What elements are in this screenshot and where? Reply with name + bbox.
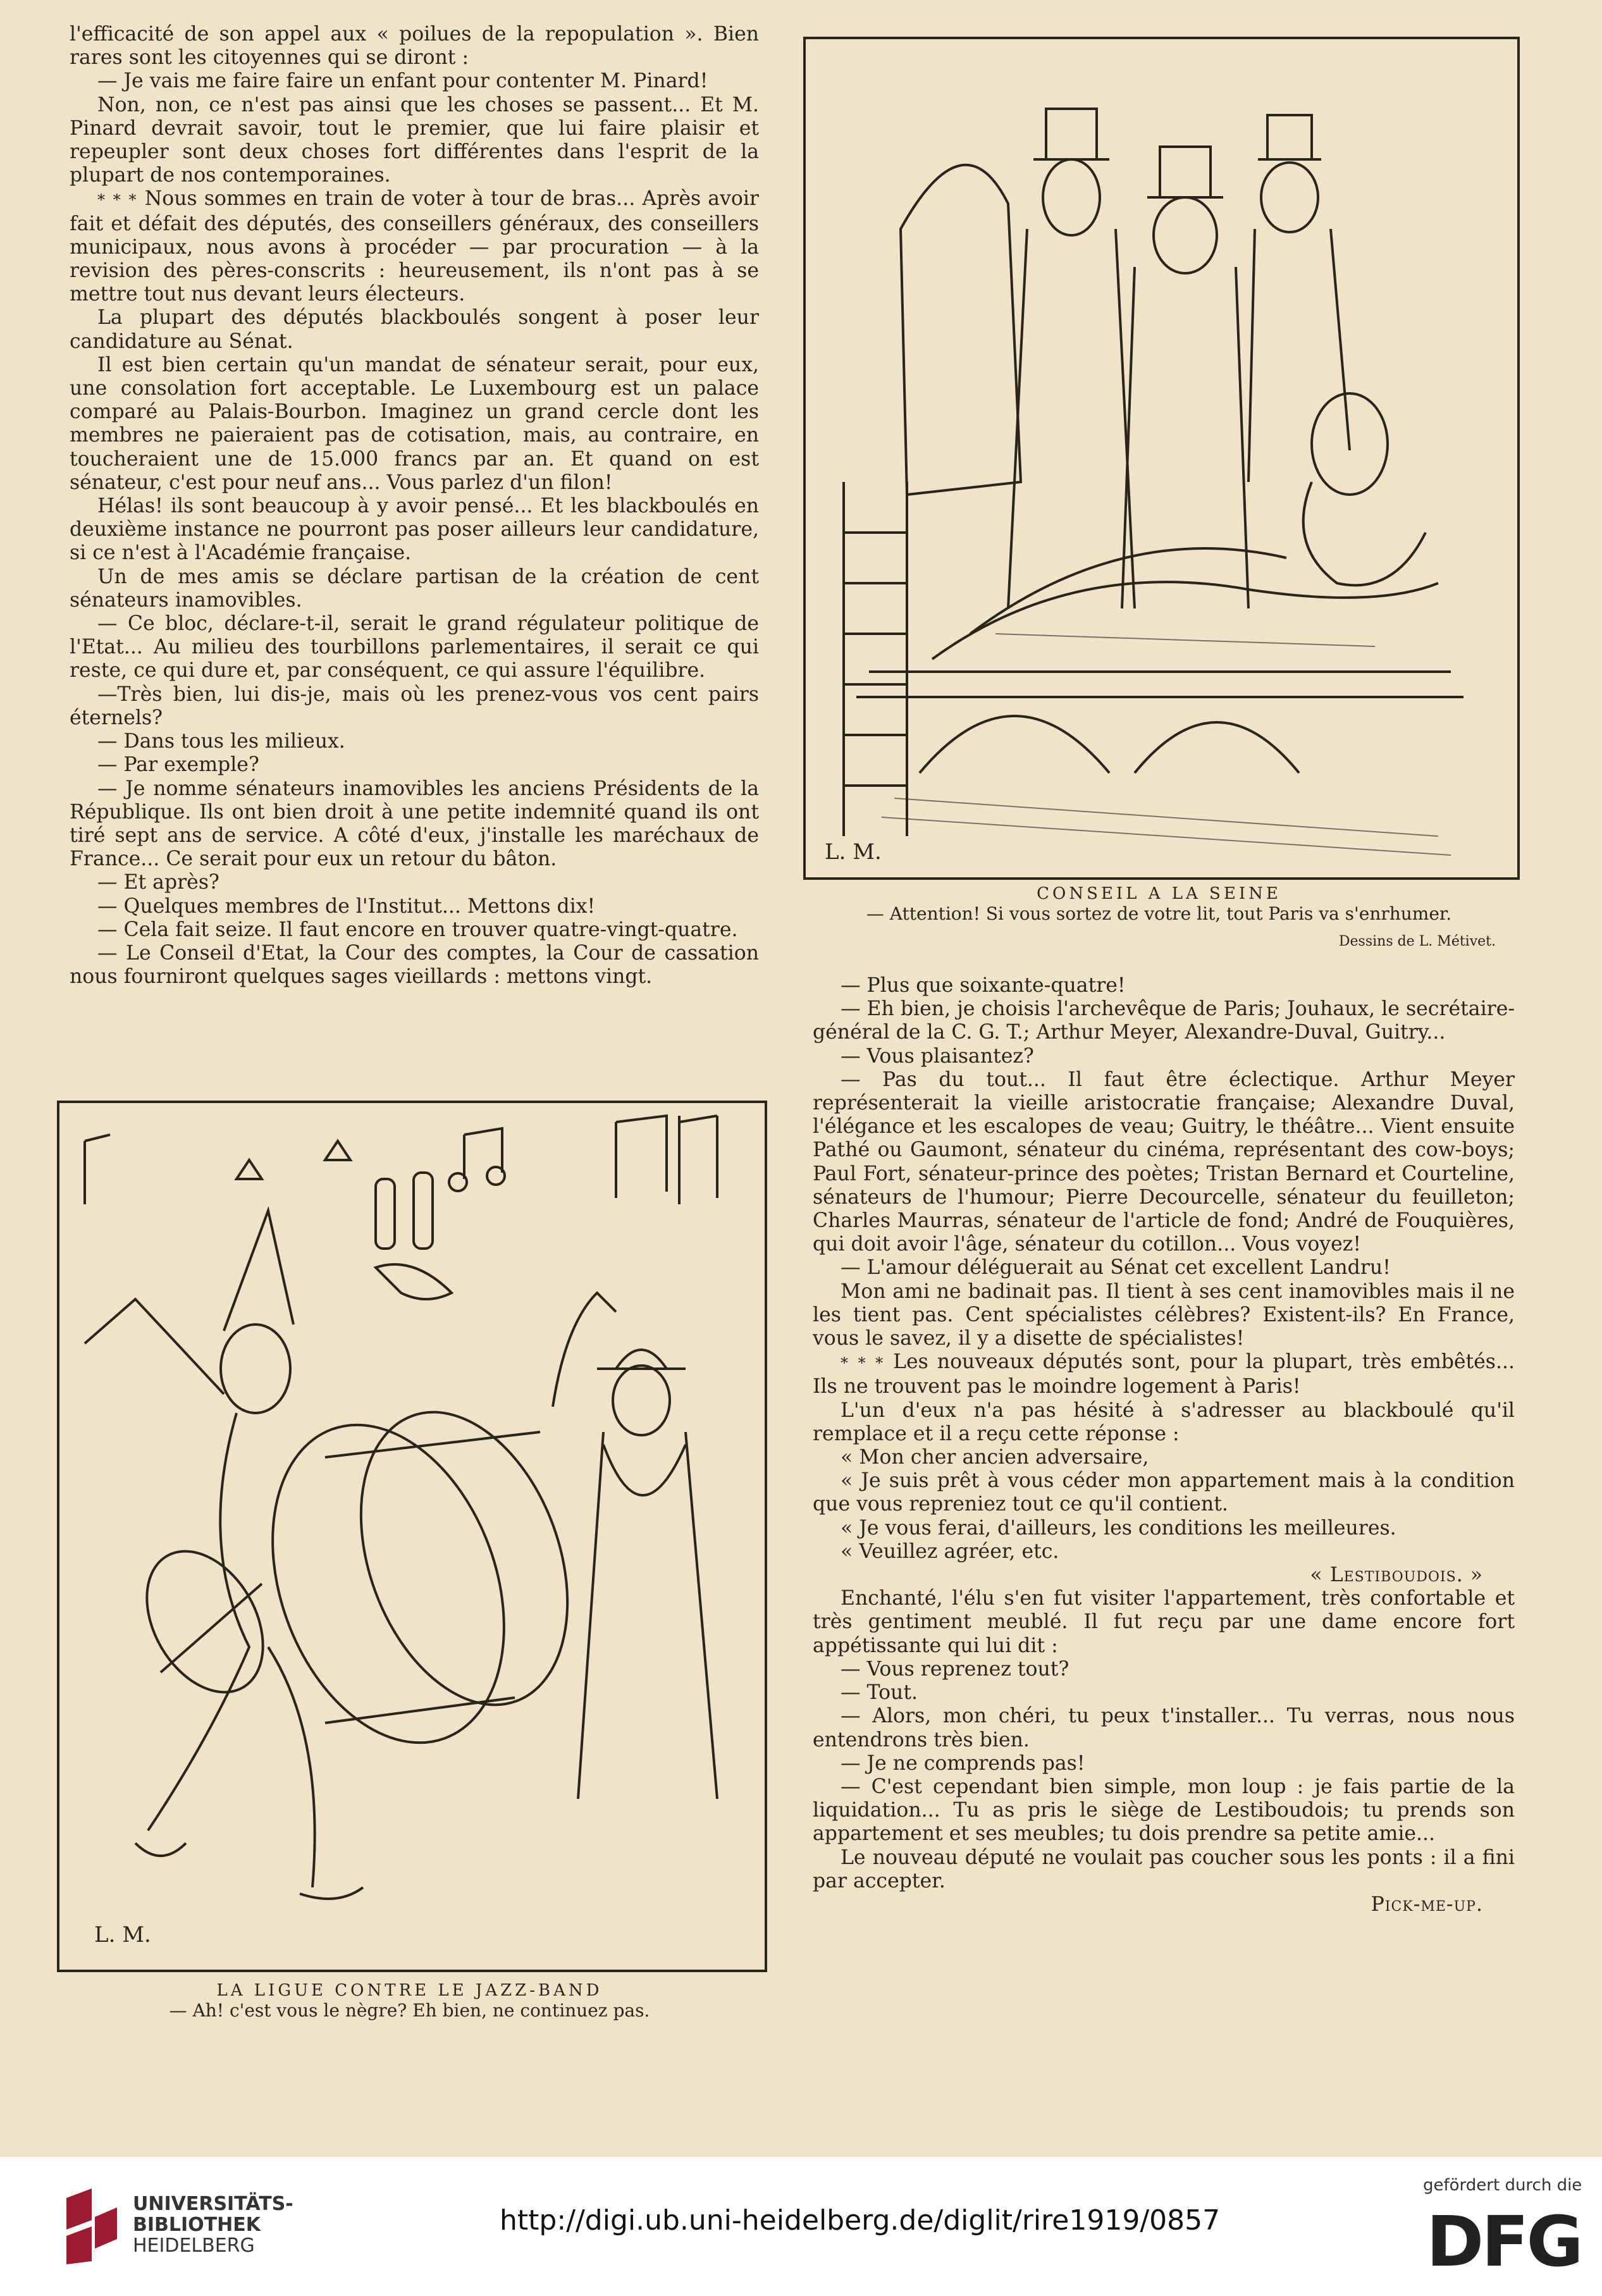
paragraph: — L'amour déléguerait au Sénat cet excellent Landru! (841, 1256, 1391, 1280)
paragraph: —Très bien, lui dis-je, mais où les prenez-vous vos cent pairs éternels? (70, 682, 759, 729)
jazz-caption (57, 1981, 762, 2021)
library-line-1: UNIVERSITÄTS- (133, 2193, 293, 2215)
seine-drawing (806, 39, 1517, 877)
paragraph: — Dans tous les milieux. (97, 730, 345, 753)
paragraph: — Pas du tout... Il faut être éclectique. Arthur Meyer représenterait la vieille aristocratie française; Alexandre Duval, l'élégance et les escalopes de veau; Guitry, le théâtre... Vient ensuite Pathé ou Gaumont, sénateur du cinéma, représentant des cow-boys; Paul Fort, sénateur-prince des poètes; Tristan Bernard et Courteline, sénateurs de l'humour; Pierre Decourcelle, sénateur du feuilleton; Charles Maurras, sénateur de l'article de fond; André de Fouquières, qui doit avoir l'âge, sénateur du cotillon... Vous voyez! (813, 1068, 1515, 1256)
letter-signature: « Lestiboudois. » (1310, 1564, 1483, 1587)
paragraph: — Par exemple? (97, 753, 259, 777)
paragraph: — Le Conseil d'Etat, la Cour des comptes, la Cour de cassation nous fourniront quelques sages vieillards : mettons vingt. (70, 941, 759, 989)
section-stars: * * * (841, 1354, 885, 1373)
paragraph: l'efficacité de son appel aux « poilues de la repopulation ». Bien rares sont les citoyennes qui se diront : (70, 23, 759, 70)
illustration-conseil-a-la-seine (803, 37, 1520, 880)
paragraph-text: Les nouveaux députés sont, pour la plupart, très embêtés... Ils ne trouvent pas le moindre logement à Paris! (813, 1350, 1515, 1398)
seine-signature: L. M. (825, 839, 882, 865)
drawings-credit: Dessins de L. Métivet. (1338, 934, 1496, 949)
paragraph: — Alors, mon chéri, tu peux t'installer... Tu verras, nous nous entendrons très bien. (813, 1705, 1515, 1751)
right-text-column (813, 974, 1515, 1916)
dfg-logo: DFG (1426, 2201, 1581, 2282)
paragraph: L'un d'eux n'a pas hésité à s'adresser au blackboulé qu'il remplace et il a reçu cette réponse : (813, 1398, 1515, 1445)
paragraph: Hélas! ils sont beaucoup à y avoir pensé... Et les blackboulés en deuxième instance ne pourront pas poser ailleurs leur candidature, si ce n'est à l'Académie française. (70, 495, 759, 565)
section-stars: * * * (97, 191, 138, 209)
paragraph: — Je vais me faire faire un enfant pour contenter M. Pinard! (97, 70, 708, 93)
left-text-column (70, 23, 759, 989)
paragraph: La plupart des députés blackboulés songent à poser leur candidature au Sénat. (70, 306, 759, 353)
paragraph: — Plus que soixante-quatre! (841, 974, 1126, 997)
paragraph: Un de mes amis se déclare partisan de la création de cent sénateurs inamovibles. (70, 565, 759, 612)
paragraph: — Vous reprenez tout? (841, 1657, 1069, 1681)
jazz-caption-text: — Ah! c'est vous le nègre? Eh bien, ne continuez pas. (169, 2000, 650, 2021)
paragraph: Il est bien certain qu'un mandat de sénateur serait, pour eux, une consolation fort acceptable. Le Luxembourg est un palace comparé au Palais-Bourbon. Imaginez un grand cercle dont les membres ne paieraient pas de cotisation, mais, au contraire, en toucheraient une de 15.000 francs par an. Et quand on est sénateur, c'est pour neuf ans... Vous parlez d'un filon! (70, 353, 759, 494)
university-logo-icon (60, 2185, 123, 2268)
paragraph: Enchanté, l'élu s'en fut visiter l'appartement, très confortable et très gentiment meublé. Il fut reçu par une dame encore fort appétissante qui lui dit : (813, 1587, 1515, 1657)
illustration-jazz-band (57, 1101, 767, 1972)
paragraph-with-stars (813, 1350, 1515, 1398)
paragraph: — Vous plaisantez? (841, 1044, 1034, 1068)
letter-line: « Je vous ferai, d'ailleurs, les conditions les meilleures. (841, 1516, 1396, 1540)
funded-by-label: gefördert durch die (1423, 2176, 1582, 2195)
paragraph: — Et après? (97, 871, 219, 894)
seine-caption-title: CONSEIL A LA SEINE (1037, 884, 1281, 903)
paragraph: — Je nomme sénateurs inamovibles les anciens Présidents de la République. Ils ont bien droit à une petite indemnité quand ils ont tiré sept ans de service. A côté d'eux, j'installe les maréchaux de France... Ce serait pour eux un retour du bâton. (70, 777, 759, 871)
paragraph: — Je ne comprends pas! (841, 1751, 1085, 1775)
paragraph: — Tout. (841, 1681, 918, 1705)
library-line-3: HEIDELBERG (133, 2235, 255, 2257)
jazz-signature: L. M. (94, 1922, 151, 1947)
paragraph: — Eh bien, je choisis l'archevêque de Paris; Jouhaux, le secrétaire-général de la C. G. T.; Arthur Meyer, Alexandre-Duval, Guitry... (813, 997, 1515, 1044)
jazz-caption-title: LA LIGUE CONTRE LE JAZZ-BAND (216, 1981, 603, 2000)
paragraph: Mon ami ne badinait pas. Il tient à ses cent inamovibles mais il ne les tient pas. Cent spécialistes célèbres? Existent-ils? En France, vous le savez, il y a disette de spécialistes! (813, 1280, 1515, 1350)
paragraph-with-stars (70, 187, 759, 306)
digital-url-link[interactable]: http://digi.ub.uni-heidelberg.de/diglit/rire1919/0857 (500, 2204, 1221, 2237)
seine-caption (803, 884, 1515, 949)
letter-line: « Veuillez agréer, etc. (841, 1540, 1059, 1563)
footer-bar (0, 2157, 1602, 2296)
paragraph: Le nouveau député ne voulait pas coucher sous les ponts : il a fini par accepter. (813, 1846, 1515, 1892)
seine-caption-text: — Attention! Si vous sortez de votre lit, tout Paris va s'enrhumer. (866, 903, 1452, 924)
paragraph: — C'est cependant bien simple, mon loup : je fais partie de la liquidation... Tu as pris le siège de Lestiboudois; tu prends son appartement et ses meubles; tu dois prendre sa petite amie... (813, 1775, 1515, 1846)
jazz-band-drawing (59, 1103, 765, 1970)
paragraph: — Quelques membres de l'Institut... Mettons dix! (97, 894, 596, 918)
library-line-2: BIBLIOTHEK (133, 2214, 261, 2236)
paragraph: — Ce bloc, déclare-t-il, serait le grand régulateur politique de l'Etat... Au milieu des tourbillons parlementaires, il serait ce qui reste, ce qui dure et, par conséquent, ce qui assure l'équilibre. (70, 612, 759, 682)
letter-line: « Je suis prêt à vous céder mon appartement mais à la condition que vous repreniez tout ce qu'il contient. (813, 1469, 1515, 1516)
paragraph: Non, non, ce n'est pas ainsi que les choses se passent... Et M. Pinard devrait savoir, tout le premier, que lui faire plaisir et repeupler sont deux choses fort différentes dans l'esprit de la plupart de nos contemporaines. (70, 93, 759, 187)
article-signature: Pick-me-up. (1371, 1892, 1483, 1916)
library-name (133, 2194, 293, 2256)
letter-line: « Mon cher ancien adversaire, (841, 1446, 1149, 1469)
paragraph: — Cela fait seize. Il faut encore en trouver quatre-vingt-quatre. (97, 918, 738, 941)
paragraph-text: Nous sommes en train de voter à tour de bras... Après avoir fait et défait des députés, des conseillers généraux, des conseillers municipaux, nous avons à procéder — par procuration — à la revision des pères-conscrits : heureusement, ils n'ont pas à se mettre tout nus devant leurs électeurs. (70, 187, 759, 306)
